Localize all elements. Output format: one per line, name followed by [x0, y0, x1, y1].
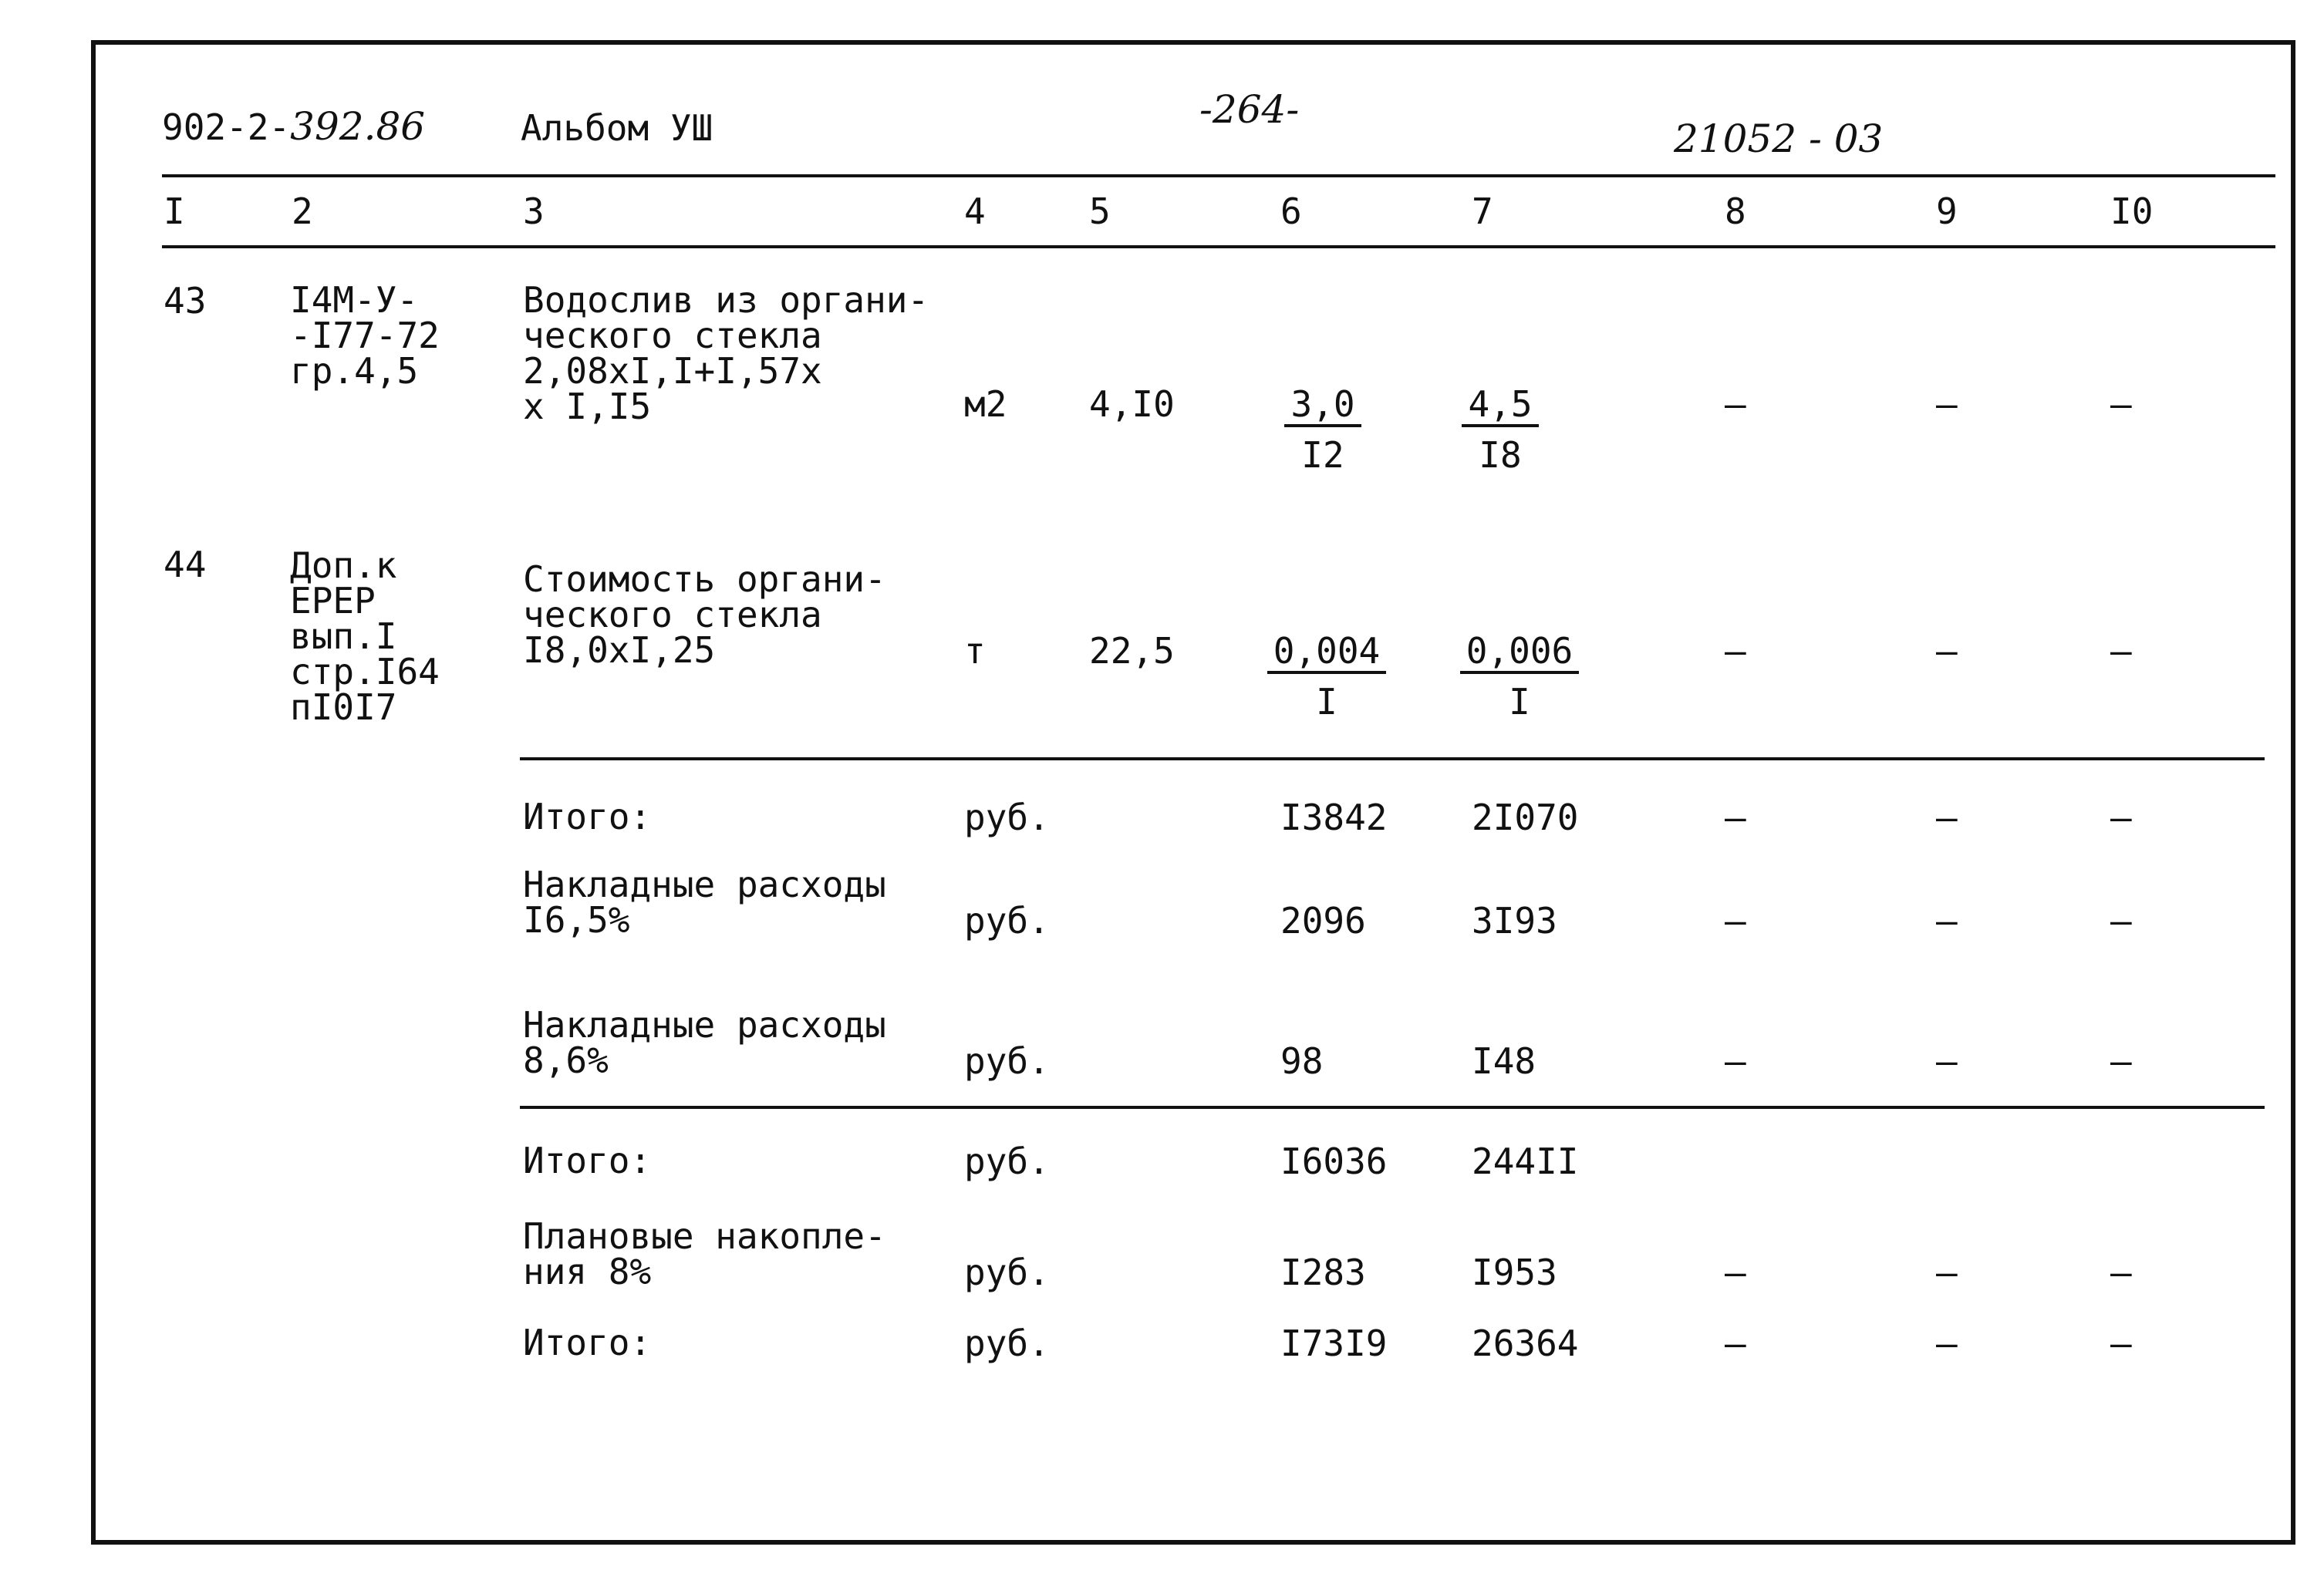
- overhead-16-col6: 2096: [1280, 900, 1366, 942]
- col-header-6: 6: [1280, 190, 1302, 232]
- header-rule-bottom: [162, 245, 2275, 248]
- total-2-col6: I6036: [1280, 1141, 1388, 1182]
- row-43-col8: –: [1725, 383, 1746, 425]
- subtotal-rule-2: [520, 1106, 2265, 1109]
- row-44-number: 44: [164, 544, 207, 585]
- doc-code: 902-2-392.86: [162, 104, 426, 149]
- row-43-number: 43: [164, 280, 207, 322]
- sheet-code: 21052 - 03: [1674, 116, 1884, 161]
- overhead-16-unit: руб.: [964, 900, 1050, 942]
- col-header-3: 3: [523, 190, 545, 232]
- grand-total-col10: –: [2110, 1323, 2132, 1364]
- overhead-16-col8: –: [1725, 900, 1746, 942]
- row-44-col5: 22,5: [1089, 630, 1175, 672]
- planned-savings-label: Плановые накопле- ния 8%: [523, 1215, 886, 1292]
- total-1-unit: руб.: [964, 797, 1050, 838]
- overhead-8-col7: I48: [1472, 1040, 1536, 1082]
- album-label: Альбом УШ: [521, 107, 713, 149]
- subtotal-rule-1: [520, 757, 2265, 760]
- total-1-col9: –: [1936, 797, 1958, 838]
- page-frame: [91, 40, 2295, 1545]
- col-header-10: I0: [2110, 190, 2154, 232]
- grand-total-col7: 26364: [1472, 1323, 1579, 1364]
- total-1-col7: 2I070: [1472, 797, 1579, 838]
- overhead-16-col10: –: [2110, 900, 2132, 942]
- overhead-16-col7: 3I93: [1472, 900, 1557, 942]
- total-1-col6: I3842: [1280, 797, 1388, 838]
- row-43-col7-fraction: $\frac{4,5}{I8}$: [1435, 386, 1566, 473]
- planned-savings-unit: руб.: [964, 1252, 1050, 1293]
- grand-total-col6: I73I9: [1280, 1323, 1388, 1364]
- col-header-2: 2: [292, 190, 313, 232]
- overhead-8-unit: руб.: [964, 1040, 1050, 1082]
- col-header-7: 7: [1472, 190, 1493, 232]
- row-44-col9: –: [1936, 630, 1958, 672]
- col-header-5: 5: [1089, 190, 1111, 232]
- row-43-reference: I4M-У- -I77-72 гр.4,5: [290, 279, 440, 392]
- overhead-8-col8: –: [1725, 1040, 1746, 1082]
- row-43-col9: –: [1936, 383, 1958, 425]
- row-44-col10: –: [2110, 630, 2132, 672]
- total-1-col8: –: [1725, 797, 1746, 838]
- total-1-col10: –: [2110, 797, 2132, 838]
- row-43-col5: 4,I0: [1089, 383, 1175, 425]
- overhead-8-col6: 98: [1280, 1040, 1324, 1082]
- row-43-description: Водослив из органи- ческого стекла 2,08xI,I+I,57x x I,I5: [523, 279, 929, 427]
- col-header-4: 4: [964, 190, 986, 232]
- grand-total-col8: –: [1725, 1323, 1746, 1364]
- page-number: -264-: [1199, 87, 1300, 132]
- row-44-col8: –: [1725, 630, 1746, 672]
- planned-savings-col9: –: [1936, 1252, 1958, 1293]
- grand-total-col9: –: [1936, 1323, 1958, 1364]
- total-2-unit: руб.: [964, 1141, 1050, 1182]
- grand-total-unit: руб.: [964, 1323, 1050, 1364]
- row-44-col6-fraction: $\frac{0,004}{I}$: [1250, 632, 1404, 720]
- col-header-8: 8: [1725, 190, 1746, 232]
- planned-savings-col7: I953: [1472, 1252, 1557, 1293]
- row-43-col6-fraction: $\frac{3,0}{I2}$: [1250, 386, 1396, 473]
- overhead-8-col10: –: [2110, 1040, 2132, 1082]
- total-2-col7: 244II: [1472, 1141, 1579, 1182]
- overhead-8-col9: –: [1936, 1040, 1958, 1082]
- planned-savings-col8: –: [1725, 1252, 1746, 1293]
- col-header-1: I: [164, 190, 185, 232]
- planned-savings-col10: –: [2110, 1252, 2132, 1293]
- overhead-16-label: Накладные расходы I6,5%: [523, 864, 886, 941]
- row-44-col7-fraction: $\frac{0,006}{I}$: [1442, 632, 1597, 720]
- row-44-reference: Доп.к ЕРЕР вып.I стр.I64 пI0I7: [290, 544, 440, 728]
- overhead-16-col9: –: [1936, 900, 1958, 942]
- row-43-col10: –: [2110, 383, 2132, 425]
- row-44-description: Стоимость органи- ческого стекла I8,0xI,25: [523, 558, 886, 671]
- total-2-label: Итого:: [523, 1140, 652, 1181]
- planned-savings-col6: I283: [1280, 1252, 1366, 1293]
- header-rule-top: [162, 174, 2275, 177]
- grand-total-label: Итого:: [523, 1322, 652, 1363]
- total-1-label: Итого:: [523, 796, 652, 837]
- row-43-unit: м2: [964, 383, 1007, 425]
- row-44-unit: т: [964, 630, 986, 672]
- overhead-8-label: Накладные расходы 8,6%: [523, 1004, 886, 1081]
- col-header-9: 9: [1936, 190, 1958, 232]
